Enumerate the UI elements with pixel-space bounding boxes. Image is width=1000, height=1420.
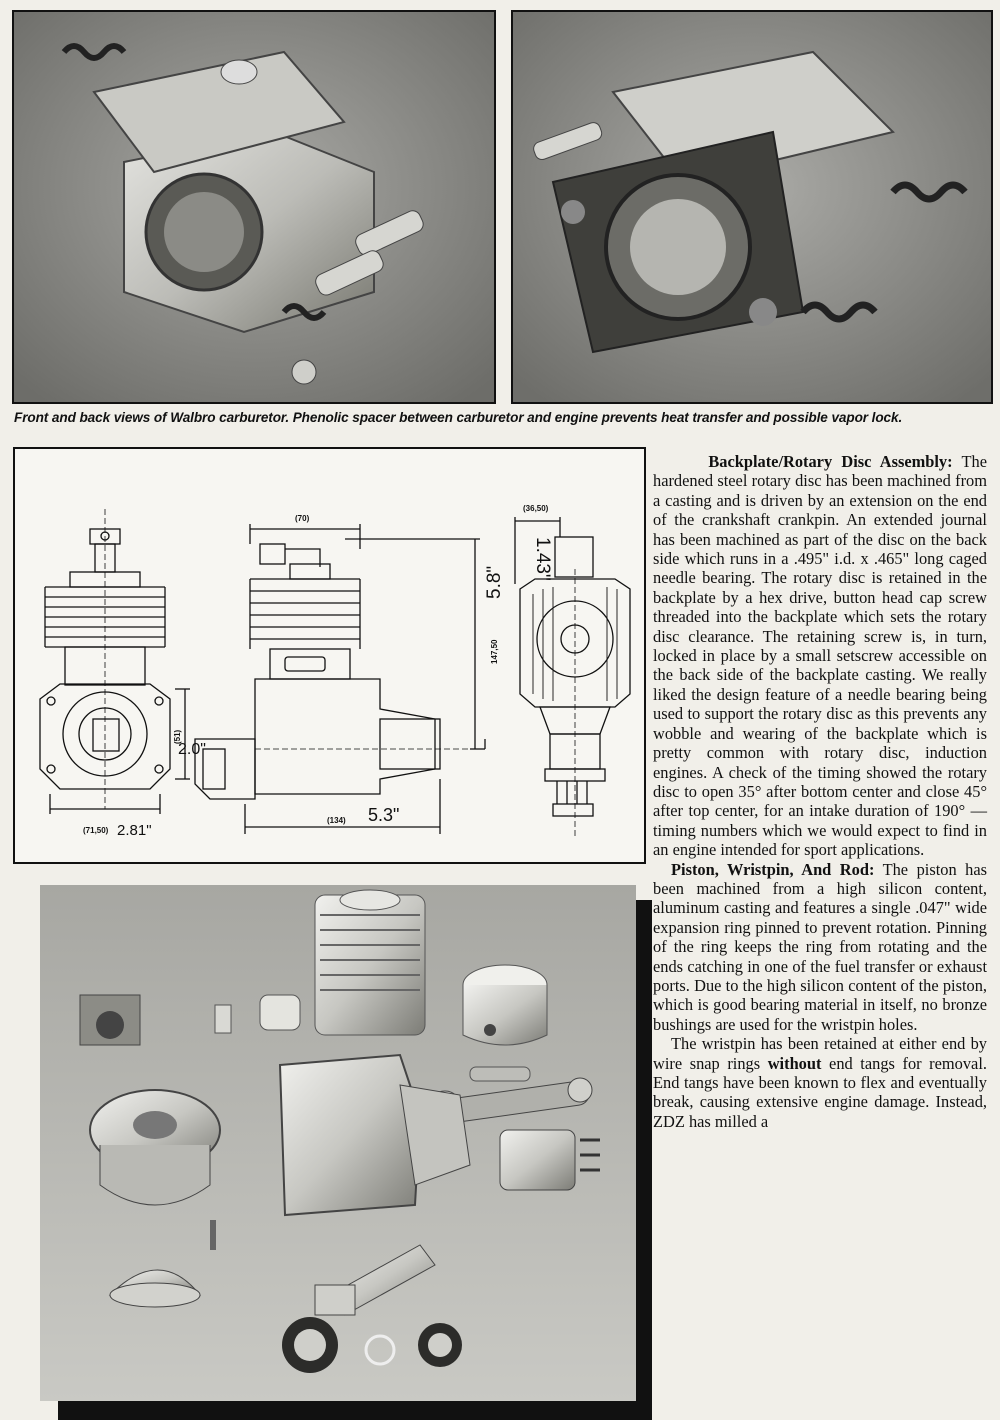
paragraph-piston-body: The piston has been machined from a high silicon content, aluminum casting and features a single .047" wide expansion ring pinned to prevent rotation. Pinning of the ring keeps the ring from rotating and the ends catching in one of the fuel transfer or exhaust ports. Due to the high silicon content of the piston, which is good bearing material in itself, no bronze bushings are used for the wristpin holes. [653, 859, 987, 1034]
dim-label-36-50: (36,50) [523, 504, 549, 513]
dim-label-147-50: 147,50 [490, 639, 499, 664]
dim-label-2-81: 2.81" [117, 822, 152, 839]
heading-backplate: Backplate/Rotary Disc Assembly: [708, 452, 953, 471]
engine-parts-photo [40, 885, 636, 1401]
drawing-side-view [195, 524, 485, 834]
dim-label-2-0: 2.0" [178, 741, 206, 758]
dim-label-1-43: 1.43" [532, 537, 553, 581]
photo-caption: Front and back views of Walbro carburetor. Phenolic spacer between carburetor and engine prevents heat transfer and possible vapor lock. [14, 410, 903, 425]
paragraph-piston [653, 860, 987, 1035]
drawing-rear-view [40, 509, 190, 814]
engine-dimension-drawing [13, 447, 646, 864]
paragraph-wristpin-b: end tangs for removal. End tangs have been known to flex and eventually break, causing extensive engine damage. Instead, ZDZ has milled a [653, 1053, 987, 1131]
dim-label-70: (70) [295, 514, 310, 523]
dim-label-134: (134) [327, 816, 346, 825]
paragraph-wristpin [653, 1034, 987, 1131]
emphasis-without: without [767, 1053, 822, 1073]
dim-label-71-50: (71,50) [83, 826, 109, 835]
article-column [653, 452, 987, 1131]
dim-label-51: (51) [173, 729, 182, 744]
paragraph-backplate [653, 452, 987, 860]
dim-label-5-3: 5.3" [368, 805, 400, 825]
carburetor-front-photo [12, 10, 496, 404]
paragraph-backplate-body: The hardened steel rotary disc has been machined from a casting and is driven by an extension on the end of the crankshaft crankpin. An extended journal has been machined as part of the disc on the back side which runs in a .495" i.d. x .465" long caged needle bearing. The rotary disc is retained in the backplate by a hex drive, button head cap screw threaded into the backplate which sets the rotary disc clearance. The retaining screw is, in turn, locked in place by a small setscrew accessible on the back side of the backplate casting. We really liked the design feature of a needle bearing being used to support the rotary disc as this prevents any wobble and wearing of the backplate which is pretty common with rotary disc, induction engines. A check of the timing showed the rotary disc to open 35° after bottom center and close 45° after top center, for an intake duration of 190° — timing numbers which we would expect to find in an engine intended for sport applications. [653, 452, 987, 860]
heading-piston: Piston, Wristpin, And Rod: [671, 859, 875, 879]
dim-label-5-8: 5.8" [484, 565, 505, 599]
carburetor-back-photo [511, 10, 993, 404]
paragraph-wristpin-a: The wristpin has been retained at either end by wire snap rings [653, 1034, 987, 1073]
